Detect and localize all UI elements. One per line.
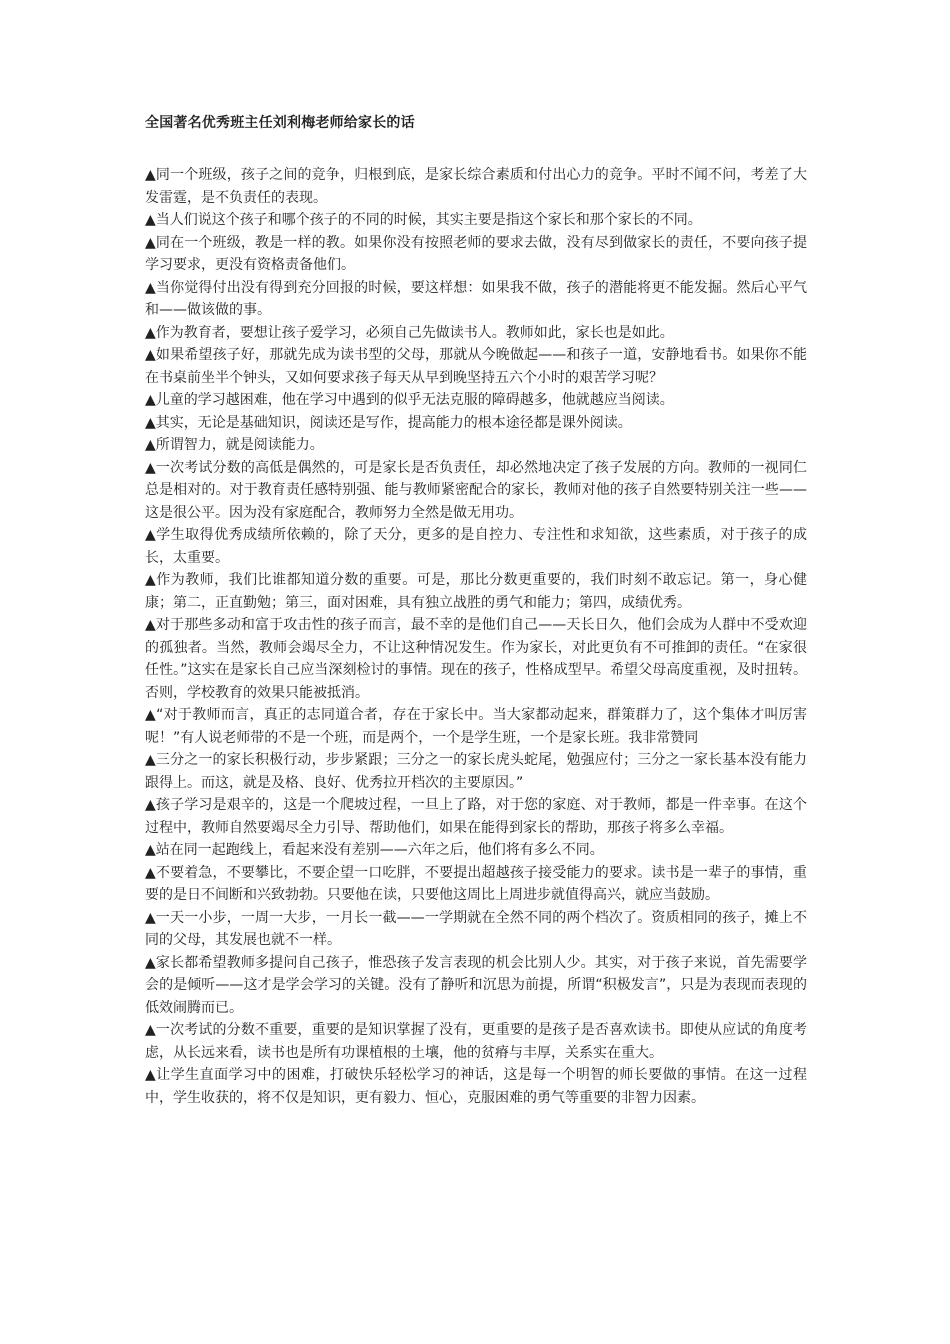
paragraph: ▲当人们说这个孩子和哪个孩子的不同的时候，其实主要是指这个家长和那个家长的不同。	[145, 212, 702, 228]
paragraph: ▲当你觉得付出没有得到充分回报的时候，要这样想：如果我不做，孩子的潜能将更不能发掘。然后心平气和——做该做的事。	[145, 279, 807, 318]
paragraph: ▲站在同一起跑线上，看起来没有差别——六年之后，他们将有多么不同。	[145, 842, 604, 858]
paragraph: ▲对于那些多动和富于攻击性的孩子而言，最不幸的是他们自己——天长日久，他们会成为人群中不受欢迎的孤独者。当然，教师会竭尽全力，不让这种情况发生。作为家长，对此更负有不可推卸的责任。“在家很任性。”这实在是家长自己应当深刻检讨的事情。现在的孩子，性格成型早。希望父母高度重视，及时扭转。否则，学校教育的效果只能被抵消。	[145, 617, 807, 701]
paragraph: ▲一次考试的分数不重要，重要的是知识掌握了没有，更重要的是孩子是否喜欢读书。即使从应试的角度考虑，从长远来看，读书也是所有功课植根的土壤，他的贫瘠与丰厚，关系实在重大。	[145, 1022, 807, 1061]
paragraph: ▲一次考试分数的高低是偶然的，可是家长是否负责任，却必然地决定了孩子发展的方向。教师的一视同仁总是相对的。对于教育责任感特别强、能与教师紧密配合的家长，教师对他的孩子自然要特别关注一些——这是很公平。因为没有家庭配合，教师努力全然是做无用功。	[145, 459, 807, 521]
document-title: 全国著名优秀班主任刘利梅老师给家长的话	[145, 115, 415, 131]
paragraph: ▲不要着急，不要攀比，不要企望一口吃胖，不要提出超越孩子接受能力的要求。读书是一辈子的事情，重要的是日不间断和兴致勃勃。只要他在读，只要他这周比上周进步就值得高兴，就应当鼓励。	[145, 864, 807, 903]
paragraph: ▲如果希望孩子好，那就先成为读书型的父母，那就从今晚做起——和孩子一道，安静地看书。如果你不能在书桌前坐半个钟头，又如何要求孩子每天从早到晚坚持五六个小时的艰苦学习呢？	[145, 347, 807, 386]
paragraph: ▲三分之一的家长积极行动，步步紧跟；三分之一的家长虎头蛇尾，勉强应付；三分之一家长基本没有能力跟得上。而这，就是及格、良好、优秀拉开档次的主要原因。”	[145, 752, 807, 791]
document-body	[145, 164, 807, 1109]
paragraph: ▲作为教师，我们比谁都知道分数的重要。可是，那比分数更重要的，我们时刻不敢忘记。第一，身心健康；第二，正直勤勉；第三，面对困难，具有独立战胜的勇气和能力；第四，成绩优秀。	[145, 572, 807, 611]
paragraph: ▲“对于教师而言，真正的志同道合者，存在于家长中。当大家都动起来，群策群力了，这个集体才叫厉害呢！”有人说老师带的不是一个班，而是两个，一个是学生班，一个是家长班。我非常赞同	[145, 707, 807, 746]
paragraph: ▲同一个班级，孩子之间的竞争，归根到底，是家长综合素质和付出心力的竞争。平时不闻不问，考差了大发雷霆，是不负责任的表现。	[145, 167, 807, 206]
paragraph: ▲学生取得优秀成绩所依赖的，除了天分，更多的是自控力、专注性和求知欲，这些素质，对于孩子的成长，太重要。	[145, 527, 807, 566]
paragraph: ▲孩子学习是艰辛的，这是一个爬坡过程，一旦上了路，对于您的家庭、对于教师，都是一件幸事。在这个过程中，教师自然要竭尽全力引导、帮助他们，如果在能得到家长的帮助，那孩子将多么幸福。	[145, 797, 807, 836]
paragraph: ▲家长都希望教师多提问自己孩子，惟恐孩子发言表现的机会比别人少。其实，对于孩子来说，首先需要学会的是倾听——这才是学会学习的关键。没有了静听和沉思为前提，所谓“积极发言”，只是为表现而表现的低效闹腾而已。	[145, 954, 807, 1016]
document-page	[145, 112, 807, 1109]
paragraph: ▲儿童的学习越困难，他在学习中遇到的似乎无法克服的障碍越多，他就越应当阅读。	[145, 392, 674, 408]
paragraph: ▲所谓智力，就是阅读能力。	[145, 437, 324, 453]
paragraph: ▲其实，无论是基础知识，阅读还是写作，提高能力的根本途径都是课外阅读。	[145, 414, 632, 431]
paragraph: ▲一天一小步，一周一大步，一月长一截——一学期就在全然不同的两个档次了。资质相同的孩子，摊上不同的父母，其发展也就不一样。	[145, 909, 807, 948]
paragraph: ▲让学生直面学习中的困难，打破快乐轻松学习的神话，这是每一个明智的师长要做的事情。在这一过程中，学生收获的，将不仅是知识，更有毅力、恒心，克服困难的勇气等重要的非智力因素。	[145, 1067, 807, 1106]
paragraph: ▲同在一个班级，教是一样的教。如果你没有按照老师的要求去做，没有尽到做家长的责任，不要向孩子提学习要求，更没有资格责备他们。	[145, 234, 807, 273]
paragraph: ▲作为教育者，要想让孩子爱学习，必须自己先做读书人。教师如此，家长也是如此。	[145, 324, 674, 341]
